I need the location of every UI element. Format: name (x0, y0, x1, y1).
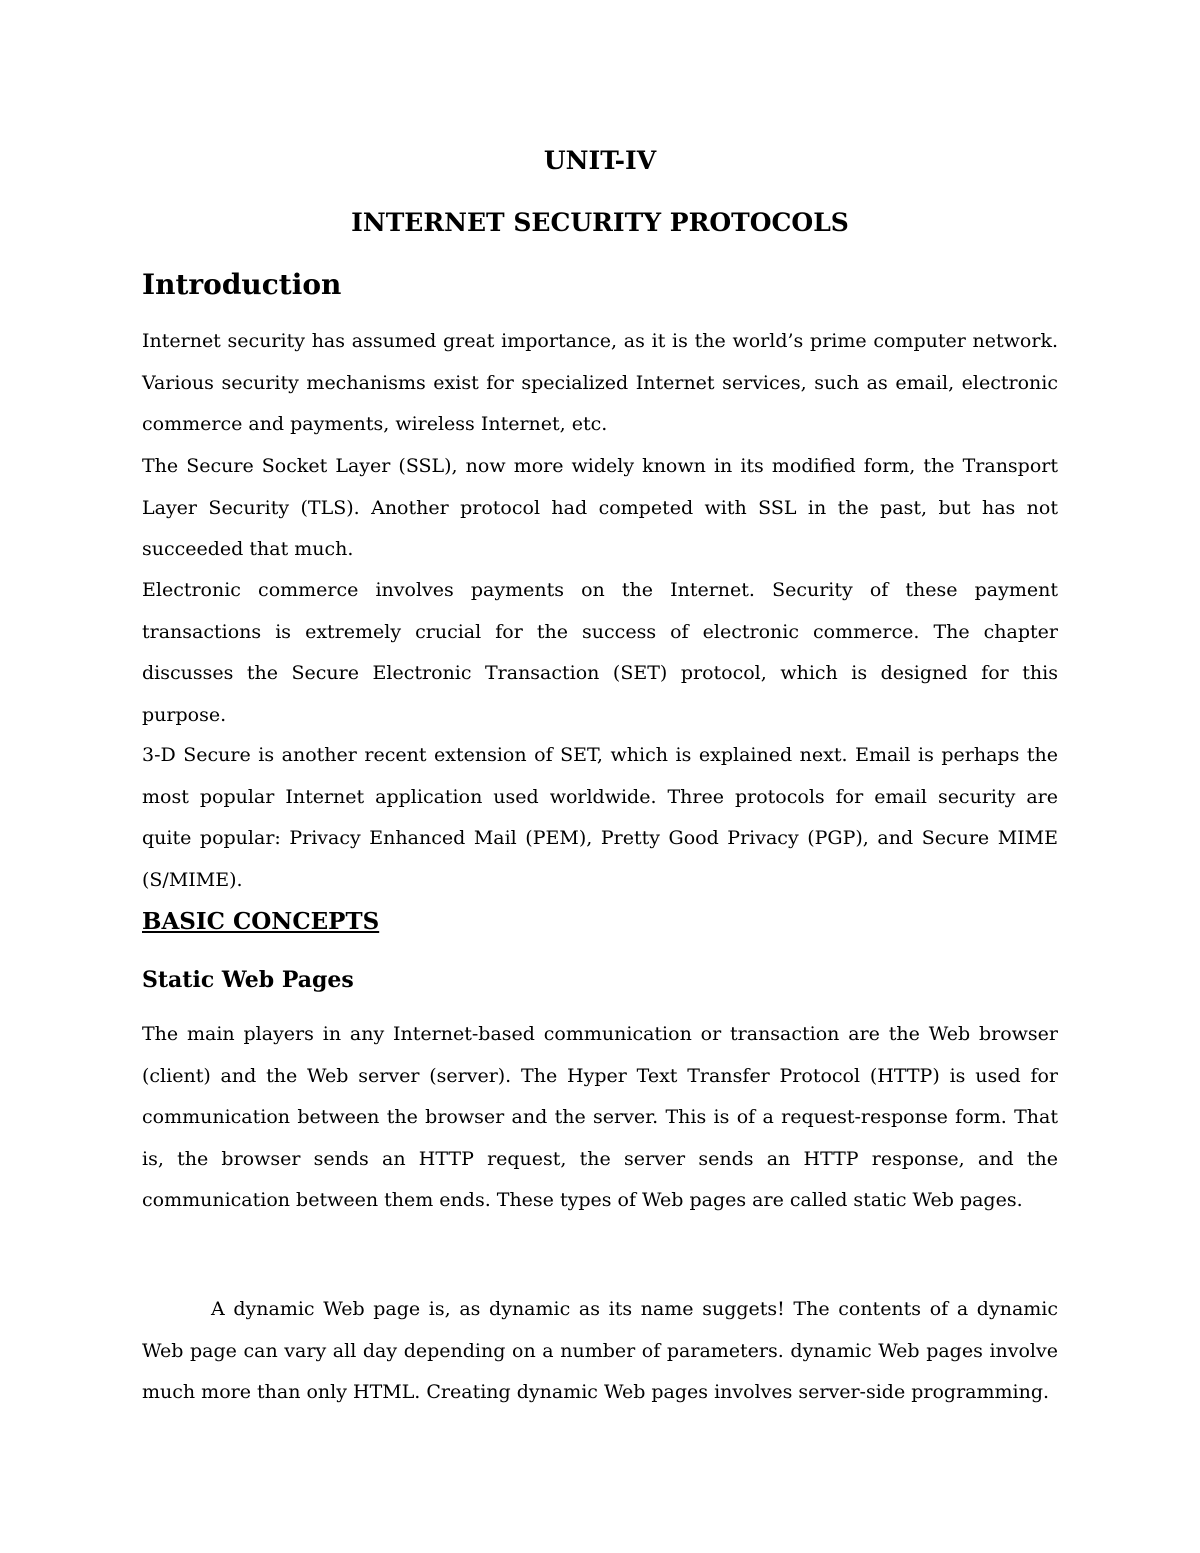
introduction-paragraph: Electronic commerce involves payments on the Internet. Security of these payment transactions is extremely crucial for the success of electronic commerce. The chapter discusses the Secure Electronic Transaction (SET) protocol, which is designed for this purpose. (142, 579, 1058, 726)
basic-concepts-paragraph: A dynamic Web page is, as dynamic as its name suggets! The contents of a dynamic Web page can vary all day depending on a number of parameters. dynamic Web pages involve much more than only HTML. Creating dynamic Web pages involves server-side programming. (142, 1298, 1058, 1403)
introduction-paragraph: The Secure Socket Layer (SSL), now more widely known in its modified form, the Transport Layer Security (TLS). Another protocol had competed with SSL in the past, but has not succeeded that much. (142, 455, 1058, 560)
unit-title: UNIT-IV (543, 146, 657, 175)
static-web-pages-heading: Static Web Pages (142, 967, 354, 993)
introduction-paragraph: Internet security has assumed great importance, as it is the world’s prime computer network. Various security mechanisms exist for specialized Internet services, such as email, electronic commerce and payments, wireless Internet, etc. (142, 330, 1058, 435)
document-title: INTERNET SECURITY PROTOCOLS (351, 208, 849, 237)
basic-concepts-paragraph: The main players in any Internet-based communication or transaction are the Web browser (client) and the Web server (server). The Hyper Text Transfer Protocol (HTTP) is used for communication between the browser and the server. This is of a request-response form. That is, the browser sends an HTTP request, the server sends an HTTP response, and the communication between them ends. These types of Web pages are called static Web pages. (142, 1023, 1058, 1211)
introduction-heading: Introduction (142, 268, 342, 301)
basic-concepts-heading: BASIC CONCEPTS (142, 908, 380, 935)
introduction-paragraph: 3-D Secure is another recent extension of SET, which is explained next. Email is perhaps the most popular Internet application used worldwide. Three protocols for email security are quite popular: Privacy Enhanced Mail (PEM), Pretty Good Privacy (PGP), and Secure MIME (S/MIME). (142, 744, 1058, 891)
